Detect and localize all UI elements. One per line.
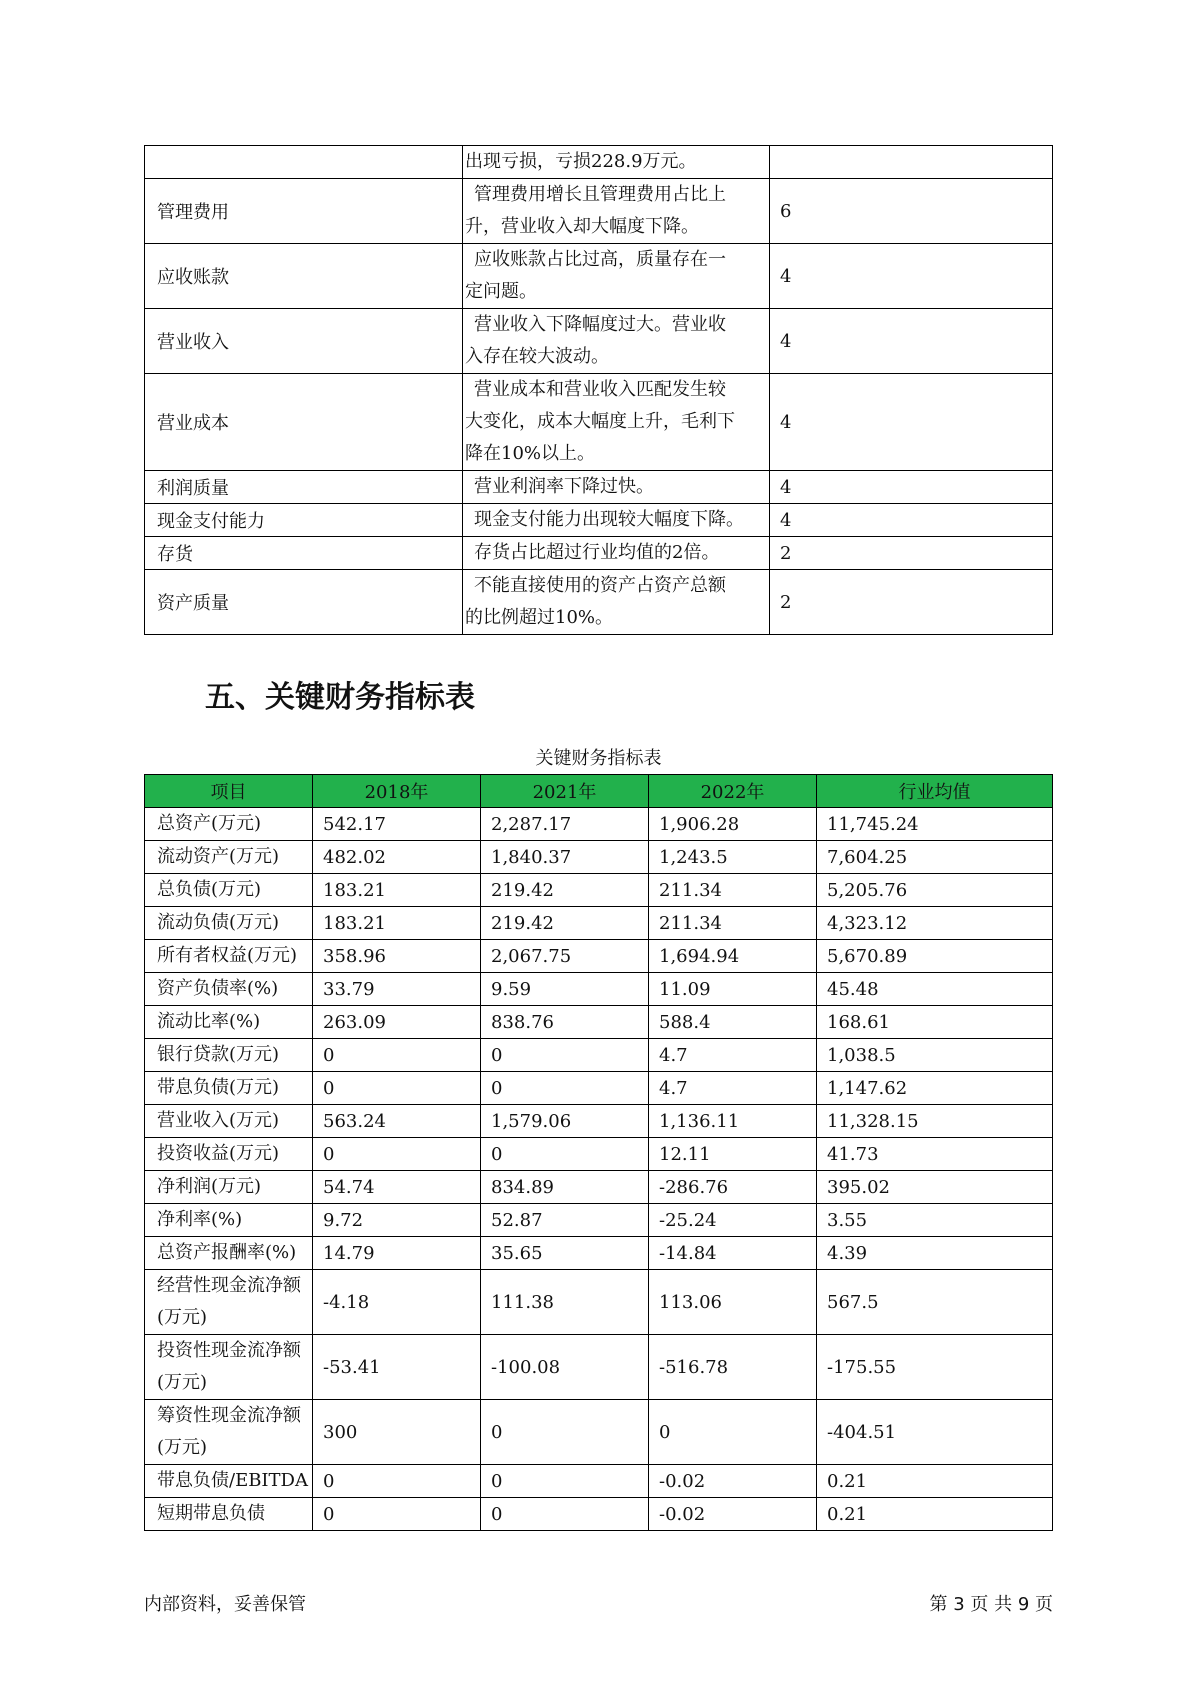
indicator-value-cell: 9.59	[481, 973, 649, 1006]
indicator-value-cell: 14.79	[313, 1237, 481, 1270]
indicator-value-cell: -286.76	[649, 1171, 817, 1204]
indicator-value-cell: 1,136.11	[649, 1105, 817, 1138]
risk-row	[145, 309, 1053, 374]
indicator-value-cell: 219.42	[481, 874, 649, 907]
indicator-value-cell: 0.21	[817, 1498, 1053, 1531]
risk-description-cell	[463, 471, 770, 504]
indicator-value-cell: 563.24	[313, 1105, 481, 1138]
footer-page-number: 第 3 页 共 9 页	[929, 1594, 1053, 1615]
indicator-label-cell: 资产负债率(%)	[145, 973, 313, 1006]
risk-description-line: 入存在较大波动。	[465, 346, 609, 367]
footer-confidential-note: 内部资料，妥善保管	[144, 1594, 306, 1615]
indicator-value-cell: 1,694.94	[649, 940, 817, 973]
risk-item-cell: 利润质量	[145, 471, 463, 504]
risk-score-cell: 4	[770, 244, 1053, 309]
indicator-value-cell: 11,328.15	[817, 1105, 1053, 1138]
indicator-value-cell: 0	[313, 1039, 481, 1072]
risk-description-cell	[463, 146, 770, 179]
indicator-value-cell: 11,745.24	[817, 808, 1053, 841]
indicator-value-cell: 395.02	[817, 1171, 1053, 1204]
indicator-label-cell: 净利润(万元)	[145, 1171, 313, 1204]
table-row	[145, 1171, 1053, 1204]
indicator-value-cell: -25.24	[649, 1204, 817, 1237]
indicator-value-cell: 45.48	[817, 973, 1053, 1006]
indicator-value-cell: 4.7	[649, 1039, 817, 1072]
risk-description-cell	[463, 374, 770, 471]
indicator-value-cell: 54.74	[313, 1171, 481, 1204]
indicator-value-cell: 2,287.17	[481, 808, 649, 841]
risk-item-cell: 营业收入	[145, 309, 463, 374]
indicator-value-cell: 5,205.76	[817, 874, 1053, 907]
risk-description-line: 的比例超过10%。	[465, 607, 614, 628]
indicator-value-cell: 4,323.12	[817, 907, 1053, 940]
indicator-value-cell: 0	[649, 1400, 817, 1465]
indicator-value-cell: 1,147.62	[817, 1072, 1053, 1105]
header-cell: 2022年	[649, 775, 817, 808]
indicator-value-cell: -0.02	[649, 1465, 817, 1498]
risk-score-cell	[770, 146, 1053, 179]
risk-table	[144, 145, 1053, 635]
table-row	[145, 1465, 1053, 1498]
indicator-label-cell: 流动负债(万元)	[145, 907, 313, 940]
indicator-label-cell: 带息负债/EBITDA	[145, 1465, 313, 1498]
indicator-value-cell: 1,906.28	[649, 808, 817, 841]
key-financial-indicator-table	[144, 774, 1053, 1531]
indicator-value-cell: 838.76	[481, 1006, 649, 1039]
indicator-value-cell: 11.09	[649, 973, 817, 1006]
risk-score-cell: 4	[770, 471, 1053, 504]
indicator-value-cell: 183.21	[313, 907, 481, 940]
risk-description-line: 营业成本和营业收入匹配发生较	[474, 379, 726, 400]
indicator-value-cell: 113.06	[649, 1270, 817, 1335]
risk-item-cell: 营业成本	[145, 374, 463, 471]
risk-item-cell: 管理费用	[145, 179, 463, 244]
indicator-label-cell: 带息负债(万元)	[145, 1072, 313, 1105]
table-row	[145, 808, 1053, 841]
indicator-value-cell: 111.38	[481, 1270, 649, 1335]
indicator-value-cell: 0	[313, 1498, 481, 1531]
risk-description-cell	[463, 244, 770, 309]
indicator-label-cell: 短期带息负债	[145, 1498, 313, 1531]
risk-description-line: 应收账款占比过高，质量存在一	[474, 249, 726, 270]
risk-row	[145, 570, 1053, 635]
indicator-value-cell: -14.84	[649, 1237, 817, 1270]
table-row	[145, 1072, 1053, 1105]
table-header-row	[145, 775, 1053, 808]
risk-description-line: 管理费用增长且管理费用占比上	[474, 184, 726, 205]
indicator-label-cell: 筹资性现金流净额(万元)	[145, 1400, 313, 1465]
indicator-label-cell: 所有者权益(万元)	[145, 940, 313, 973]
risk-item-cell: 应收账款	[145, 244, 463, 309]
indicator-label-cell: 经营性现金流净额(万元)	[145, 1270, 313, 1335]
table-row	[145, 907, 1053, 940]
risk-row	[145, 179, 1053, 244]
table-row	[145, 1270, 1053, 1335]
indicator-value-cell: 211.34	[649, 907, 817, 940]
indicator-value-cell: 168.61	[817, 1006, 1053, 1039]
indicator-value-cell: 5,670.89	[817, 940, 1053, 973]
indicator-value-cell: -53.41	[313, 1335, 481, 1400]
indicator-value-cell: 263.09	[313, 1006, 481, 1039]
indicator-value-cell: 219.42	[481, 907, 649, 940]
indicator-label-cell: 流动资产(万元)	[145, 841, 313, 874]
indicator-label-cell: 总负债(万元)	[145, 874, 313, 907]
indicator-value-cell: 0	[481, 1138, 649, 1171]
indicator-value-cell: 300	[313, 1400, 481, 1465]
indicator-value-cell: 41.73	[817, 1138, 1053, 1171]
table-caption: 关键财务指标表	[535, 748, 662, 769]
indicator-value-cell: 0	[481, 1465, 649, 1498]
risk-score-cell: 4	[770, 504, 1053, 537]
risk-row	[145, 471, 1053, 504]
header-cell: 2018年	[313, 775, 481, 808]
indicator-value-cell: 33.79	[313, 973, 481, 1006]
indicator-value-cell: 12.11	[649, 1138, 817, 1171]
indicator-value-cell: 35.65	[481, 1237, 649, 1270]
risk-score-cell: 6	[770, 179, 1053, 244]
risk-description-cell	[463, 537, 770, 570]
indicator-label-cell: 总资产(万元)	[145, 808, 313, 841]
section-title: 五、关键财务指标表	[205, 680, 475, 715]
risk-score-cell: 4	[770, 309, 1053, 374]
indicator-value-cell: 0	[481, 1072, 649, 1105]
risk-row	[145, 146, 1053, 179]
risk-description-line: 营业利润率下降过快。	[474, 476, 654, 497]
table-row	[145, 1400, 1053, 1465]
indicator-value-cell: -0.02	[649, 1498, 817, 1531]
indicator-value-cell: 0	[481, 1039, 649, 1072]
table-row	[145, 1006, 1053, 1039]
indicator-value-cell: -175.55	[817, 1335, 1053, 1400]
risk-description-line: 存货占比超过行业均值的2倍。	[474, 542, 720, 563]
indicator-value-cell: 588.4	[649, 1006, 817, 1039]
risk-description-line: 定问题。	[465, 281, 537, 302]
indicator-label-cell: 流动比率(%)	[145, 1006, 313, 1039]
indicator-value-cell: 482.02	[313, 841, 481, 874]
risk-description-cell	[463, 309, 770, 374]
indicator-value-cell: 0	[313, 1138, 481, 1171]
indicator-label-cell: 投资收益(万元)	[145, 1138, 313, 1171]
indicator-value-cell: 0	[481, 1400, 649, 1465]
indicator-value-cell: 358.96	[313, 940, 481, 973]
indicator-value-cell: 567.5	[817, 1270, 1053, 1335]
table-row	[145, 1105, 1053, 1138]
indicator-value-cell: 0.21	[817, 1465, 1053, 1498]
header-cell: 2021年	[481, 775, 649, 808]
indicator-value-cell: -516.78	[649, 1335, 817, 1400]
indicator-value-cell: 211.34	[649, 874, 817, 907]
risk-item-cell: 现金支付能力	[145, 504, 463, 537]
table-row	[145, 1039, 1053, 1072]
risk-description-cell	[463, 570, 770, 635]
indicator-value-cell: 2,067.75	[481, 940, 649, 973]
risk-row	[145, 537, 1053, 570]
risk-description-cell	[463, 504, 770, 537]
table-row	[145, 1498, 1053, 1531]
risk-description-line: 不能直接使用的资产占资产总额	[474, 575, 726, 596]
indicator-label-cell: 投资性现金流净额(万元)	[145, 1335, 313, 1400]
table-row	[145, 973, 1053, 1006]
indicator-value-cell: 4.39	[817, 1237, 1053, 1270]
indicator-value-cell: 0	[313, 1072, 481, 1105]
risk-description-line: 大变化，成本大幅度上升，毛利下	[465, 411, 735, 432]
risk-description-line: 营业收入下降幅度过大。营业收	[474, 314, 726, 335]
indicator-value-cell: 1,243.5	[649, 841, 817, 874]
indicator-label-cell: 营业收入(万元)	[145, 1105, 313, 1138]
risk-row	[145, 504, 1053, 537]
indicator-label-cell: 银行贷款(万元)	[145, 1039, 313, 1072]
indicator-value-cell: 7,604.25	[817, 841, 1053, 874]
risk-description-line: 升，营业收入却大幅度下降。	[465, 216, 699, 237]
indicator-value-cell: 183.21	[313, 874, 481, 907]
indicator-value-cell: 0	[481, 1498, 649, 1531]
header-cell: 项目	[145, 775, 313, 808]
table-row	[145, 1237, 1053, 1270]
risk-description-cell	[463, 179, 770, 244]
indicator-value-cell: 1,579.06	[481, 1105, 649, 1138]
indicator-value-cell: 834.89	[481, 1171, 649, 1204]
risk-item-cell	[145, 146, 463, 179]
indicator-value-cell: -4.18	[313, 1270, 481, 1335]
table-row	[145, 940, 1053, 973]
table-row	[145, 1335, 1053, 1400]
indicator-label-cell: 净利率(%)	[145, 1204, 313, 1237]
indicator-value-cell: 3.55	[817, 1204, 1053, 1237]
table-row	[145, 1204, 1053, 1237]
indicator-value-cell: 0	[313, 1465, 481, 1498]
indicator-value-cell: 1,840.37	[481, 841, 649, 874]
risk-row	[145, 244, 1053, 309]
table-row	[145, 874, 1053, 907]
indicator-value-cell: 1,038.5	[817, 1039, 1053, 1072]
indicator-value-cell: 4.7	[649, 1072, 817, 1105]
indicator-value-cell: 9.72	[313, 1204, 481, 1237]
header-cell: 行业均值	[817, 775, 1053, 808]
indicator-value-cell: 52.87	[481, 1204, 649, 1237]
indicator-value-cell: -404.51	[817, 1400, 1053, 1465]
risk-description-line: 出现亏损，亏损228.9万元。	[465, 151, 697, 172]
indicator-value-cell: -100.08	[481, 1335, 649, 1400]
risk-score-cell: 2	[770, 570, 1053, 635]
risk-description-line: 现金支付能力出现较大幅度下降。	[474, 509, 744, 530]
risk-row	[145, 374, 1053, 471]
risk-description-line: 降在10%以上。	[465, 443, 596, 464]
risk-item-cell: 资产质量	[145, 570, 463, 635]
table-row	[145, 841, 1053, 874]
risk-score-cell: 2	[770, 537, 1053, 570]
risk-score-cell: 4	[770, 374, 1053, 471]
risk-item-cell: 存货	[145, 537, 463, 570]
table-row	[145, 1138, 1053, 1171]
indicator-value-cell: 542.17	[313, 808, 481, 841]
indicator-label-cell: 总资产报酬率(%)	[145, 1237, 313, 1270]
